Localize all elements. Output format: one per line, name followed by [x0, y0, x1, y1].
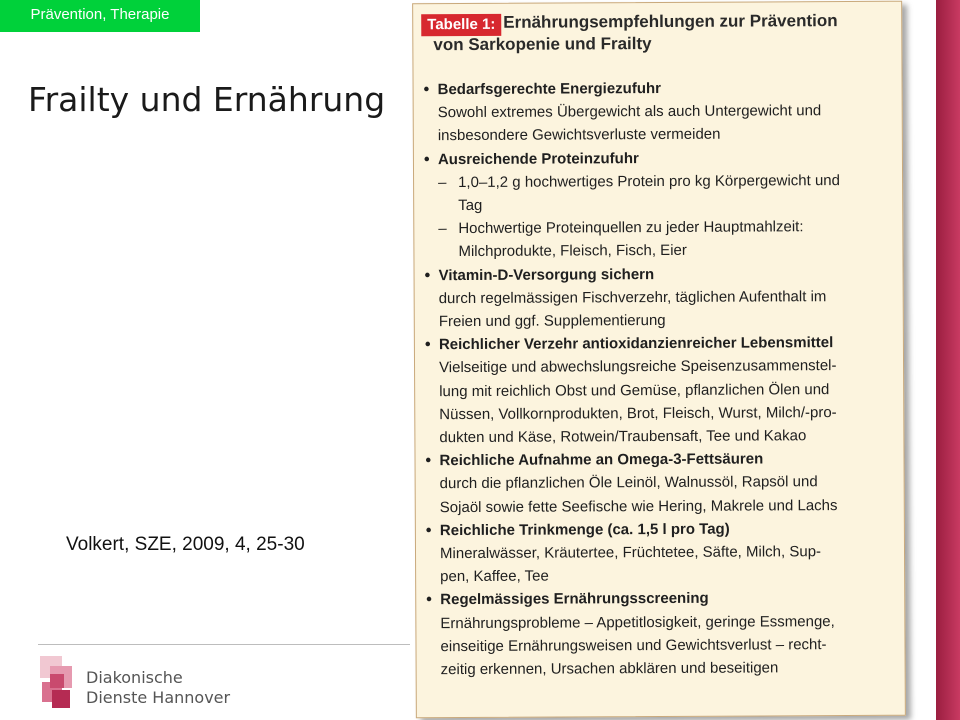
dash-icon: –	[438, 173, 447, 191]
recommendation-sub-line: 1,0–1,2 g hochwertiges Protein pro kg Körpergewicht und	[458, 171, 841, 191]
recommendation-item	[424, 145, 895, 263]
table-card-inner	[413, 2, 901, 679]
table-title-line2: von Sarkopenie und Frailty	[433, 34, 652, 55]
recommendation-item	[424, 76, 894, 148]
recommendation-heading: • Reichliche Trinkmenge (ca. 1,5 l pro Tag)	[426, 517, 896, 543]
dash-icon: –	[438, 220, 447, 238]
recommendation-body-line: dukten und Käse, Rotwein/Traubensaft, Tee und Kakao	[439, 427, 807, 447]
recommendation-heading: • Reichliche Aufnahme an Omega-3-Fettsäuren	[425, 447, 895, 473]
recommendation-body-line: zeitig erkennen, Ursachen abklären und beseitigen	[440, 659, 779, 679]
recommendation-heading: • Reichlicher Verzehr antioxidanzienreicher Lebensmittel	[425, 331, 895, 357]
slide-title: Frailty und Ernährung	[28, 80, 386, 119]
recommendation-item	[425, 447, 895, 519]
recommendation-body-line: durch regelmässigen Fischverzehr, täglichen Aufenthalt im	[438, 287, 827, 307]
recommendation-body-line: lung mit reichlich Obst und Gemüse, pflanzlichen Ölen und	[439, 380, 830, 400]
recommendation-body-line: durch die pflanzlichen Öle Leinöl, Walnussöl, Rapsöl und	[439, 473, 818, 493]
table-title-line1: Ernährungsempfehlungen zur Prävention	[503, 11, 838, 32]
recommendation-sub-line: Tag	[458, 196, 483, 215]
logo-line1: Diakonische	[86, 668, 183, 687]
recommendation-sub-item	[424, 169, 894, 218]
logo-text	[86, 668, 230, 708]
recommendation-list	[424, 76, 897, 682]
recommendation-item	[424, 261, 894, 333]
recommendation-sub-line: Milchprodukte, Fleisch, Fisch, Eier	[458, 242, 687, 261]
decorative-sidebar	[936, 0, 960, 720]
citation: Volkert, SZE, 2009, 4, 25-30	[66, 534, 305, 555]
recommendation-heading: • Regelmässiges Ernährungsscreening	[426, 586, 896, 612]
recommendation-sub-line: Hochwertige Proteinquellen zu jeder Hauptmahlzeit:	[458, 218, 804, 238]
recommendation-body-line: Sowohl extremes Übergewicht als auch Untergewicht und	[437, 102, 822, 122]
table-badge: Tabelle 1:	[421, 14, 501, 36]
recommendation-body-line: Vielseitige und abwechslungsreiche Speisenzusammenstel-	[438, 357, 837, 377]
recommendation-body-line: einseitige Ernährungsweisen und Gewichtsverlust – recht-	[440, 636, 827, 656]
logo-mark-icon	[38, 652, 78, 712]
recommendation-body-line: Ernährungsprobleme – Appetitlosigkeit, geringe Essmenge,	[440, 612, 835, 632]
recommendation-heading: • Vitamin-D-Versorgung sichern	[424, 261, 894, 287]
table-card	[412, 1, 906, 719]
logo-line2: Dienste Hannover	[86, 688, 231, 707]
recommendation-body-line: Freien und ggf. Supplementierung	[438, 311, 666, 331]
recommendation-item	[426, 517, 896, 589]
recommendation-heading: • Bedarfsgerechte Energiezufuhr	[424, 76, 894, 102]
recommendation-body-line: Sojaöl sowie fette Seefische wie Hering, Makrele und Lachs	[439, 496, 838, 516]
recommendation-item	[425, 331, 896, 449]
recommendation-item	[426, 586, 896, 681]
recommendation-body-line: pen, Kaffee, Tee	[440, 567, 549, 586]
recommendation-body-line: Nüssen, Vollkornprodukten, Brot, Fleisch, Wurst, Milch/-pro-	[439, 403, 837, 423]
footer-divider	[38, 644, 410, 645]
recommendation-body-line: insbesondere Gewichtsverluste vermeiden	[437, 126, 721, 145]
recommendation-body-line: Mineralwässer, Kräutertee, Früchtetee, Säfte, Milch, Sup-	[439, 543, 822, 563]
section-tag: Prävention, Therapie	[0, 0, 200, 32]
recommendation-heading: • Ausreichende Proteinzufuhr	[424, 145, 894, 171]
logo	[38, 652, 231, 716]
recommendation-sub-item	[424, 215, 894, 264]
